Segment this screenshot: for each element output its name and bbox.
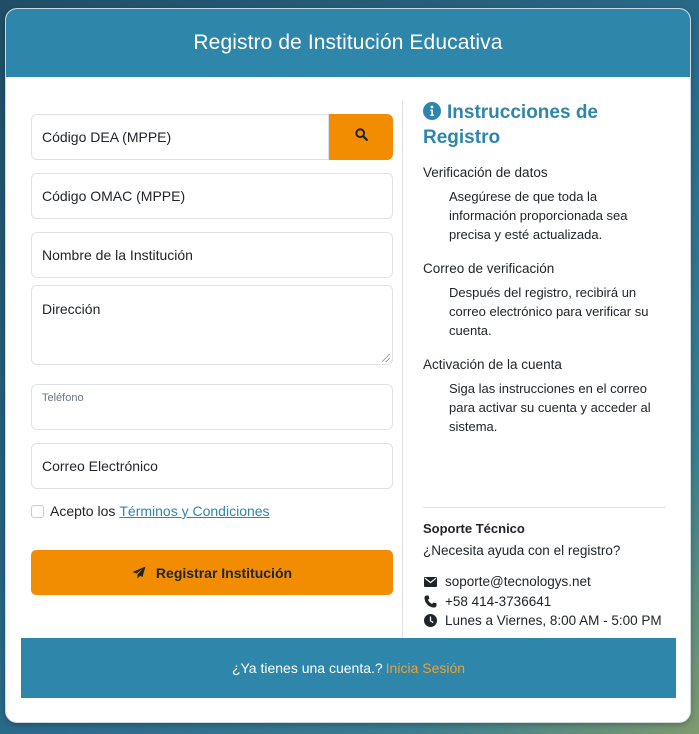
login-link[interactable]: Inicia Sesión [385,660,466,676]
instruction-step [423,356,667,436]
contact-list [423,572,673,631]
envelope-icon [423,577,437,587]
step-title: Correo de verificación [423,261,555,276]
instructions-panel [423,101,667,436]
phone-label: Teléfono [42,392,84,404]
address-textarea[interactable] [31,285,393,365]
register-button-label: Registrar Institución [155,564,293,581]
step-description: Asegúrese de que toda la información proporcionada sea precisa y esté actualizada. [449,189,628,242]
institution-name-label: Nombre de la Institución [42,247,193,263]
support-divider [423,507,666,508]
support-section [423,521,673,631]
info-circle-icon [423,102,441,126]
page-title: Registro de Institución Educativa [193,31,503,54]
step-description: Siga las instrucciones en el correo para activar su cuenta y acceder al sistema. [449,381,651,434]
dea-code-label: Código DEA (MPPE) [42,129,172,145]
email-label: Correo Electrónico [42,458,158,474]
instructions-title: Instrucciones de Registro [423,102,598,148]
card-header [6,9,690,77]
support-title: Soporte Técnico [423,521,525,536]
column-divider [402,101,403,638]
contact-hours [423,611,673,631]
support-question: ¿Necesita ayuda con el registro? [423,543,621,558]
step-description: Después del registro, recibirá un correo electrónico para verificar su cuenta. [449,285,649,338]
terms-link[interactable]: Términos y Condiciones [119,503,270,519]
omac-code-label: Código OMAC (MPPE) [42,188,186,204]
instruction-step [423,164,667,244]
institution-name-input[interactable] [31,232,393,278]
login-prompt: ¿Ya tienes una cuenta.? [231,660,383,676]
search-icon [355,128,368,146]
terms-checkbox[interactable] [31,505,44,518]
terms-prefix: Acepto los [50,503,116,519]
step-title: Activación de la cuenta [423,357,562,372]
terms-row [31,503,270,519]
support-phone[interactable]: +58 414-3736641 [445,593,552,609]
instruction-step [423,260,667,340]
step-title: Verificación de datos [423,165,548,180]
paper-plane-icon [132,566,156,579]
support-hours: Lunes a Viernes, 8:00 AM - 5:00 PM [445,613,662,629]
address-label: Dirección [42,301,101,317]
dea-code-input[interactable] [31,114,329,160]
card-body [6,77,690,638]
register-institution-button[interactable] [31,550,393,595]
phone-input[interactable] [31,384,393,430]
registration-card [5,8,691,723]
login-banner [21,638,676,698]
contact-email [423,572,673,592]
clock-icon [423,614,437,627]
email-input[interactable] [31,443,393,489]
support-email[interactable]: soporte@tecnologys.net [445,574,591,590]
omac-code-input[interactable] [31,173,393,219]
resize-handle-icon[interactable] [382,354,390,362]
search-dea-button[interactable] [329,114,393,160]
instructions-heading [423,101,667,149]
phone-icon [423,595,437,608]
contact-phone [423,592,673,612]
